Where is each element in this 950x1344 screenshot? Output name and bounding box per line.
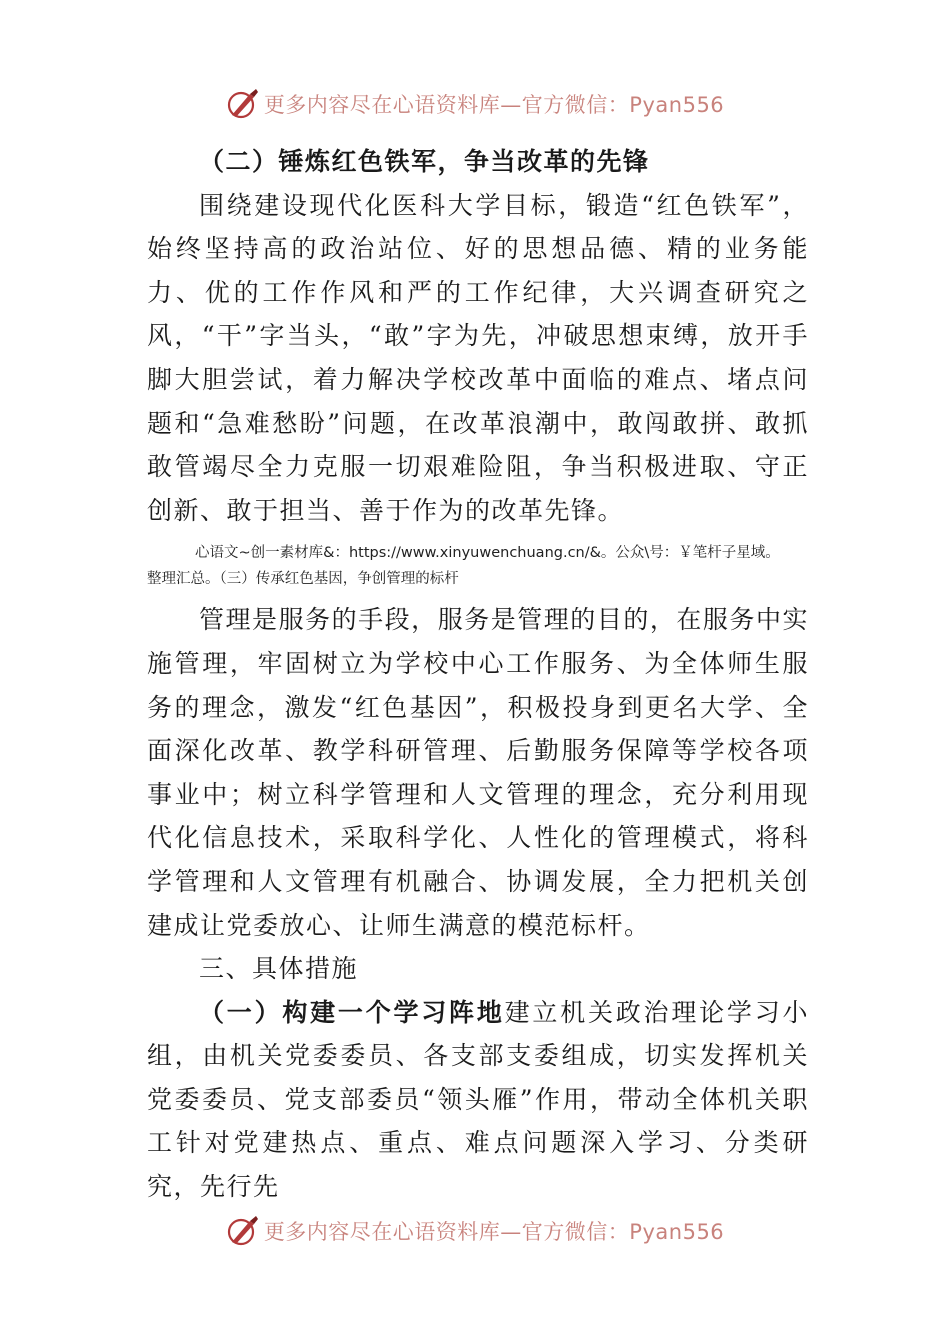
- section-three-paragraph: 管理是服务的手段，服务是管理的目的，在服务中实施管理，牢固树立为学校中心工作服务、为全体师生服务的理念，激发“红色基因”，积极投身到更名大学、全面深化改革、教学科研管理、后勤服务保障等学校各项事业中；树立科学管理和人文管理的理念，充分利用现代化信息技术，采取科学化、人性化的管理模式，将科学管理和人文管理有机融合、协调发展，全力把机关创建成让党委放心、让师生满意的模范标杆。: [147, 605, 809, 940]
- measure-item-1-body: 建立机关政治理论学习小组，由机关党委委员、各支部支委组成，切实发挥机关党委委员、党支部委员“领头雁”作用，带动全体机关职工针对党建热点、重点、难点问题深入学习、分类研究，先行先: [147, 997, 809, 1202]
- pen-logo-icon: [226, 87, 260, 121]
- watermark-text: 更多内容尽在心语资料库—官方微信：Pyan556: [263, 93, 725, 117]
- pen-logo-icon: [226, 1214, 260, 1248]
- source-note: [147, 540, 809, 592]
- measure-item-1: [147, 991, 809, 1209]
- source-note-line1: 心语文~创一素材库&：https://www.xinyuwenchuang.cn/&。公众\号：￥笔杆子星域。: [195, 545, 780, 562]
- watermark-text: 更多内容尽在心语资料库—官方微信：Pyan556: [263, 1220, 725, 1244]
- watermark-banner-top: [0, 84, 950, 124]
- source-note-line2: 整理汇总。（三）传承红色基因，争创管理的标杆: [147, 571, 459, 588]
- section-two-heading: （二）锤炼红色铁军，争当改革的先锋: [199, 147, 650, 176]
- document-body: [147, 140, 809, 1209]
- measure-item-1-title: （一）构建一个学习阵地: [199, 997, 505, 1027]
- section-two-paragraph: 围绕建设现代化医科大学目标，锻造“红色铁军”，始终坚持高的政治站位、好的思想品德、精的业务能力、优的工作作风和严的工作纪律，大兴调查研究之风，“干”字当头，“敢”字为先，冲破思想束缚，放开手脚大胆尝试，着力解决学校改革中面临的难点、堵点问题和“急难愁盼”问题，在改革浪潮中，敢闯敢拼、敢抓敢管竭尽全力克服一切艰难险阻，争当积极进取、守正创新、敢于担当、善于作为的改革先锋。: [147, 190, 809, 525]
- watermark-banner-bottom: [0, 1211, 950, 1251]
- measures-heading: 三、具体措施: [199, 954, 359, 984]
